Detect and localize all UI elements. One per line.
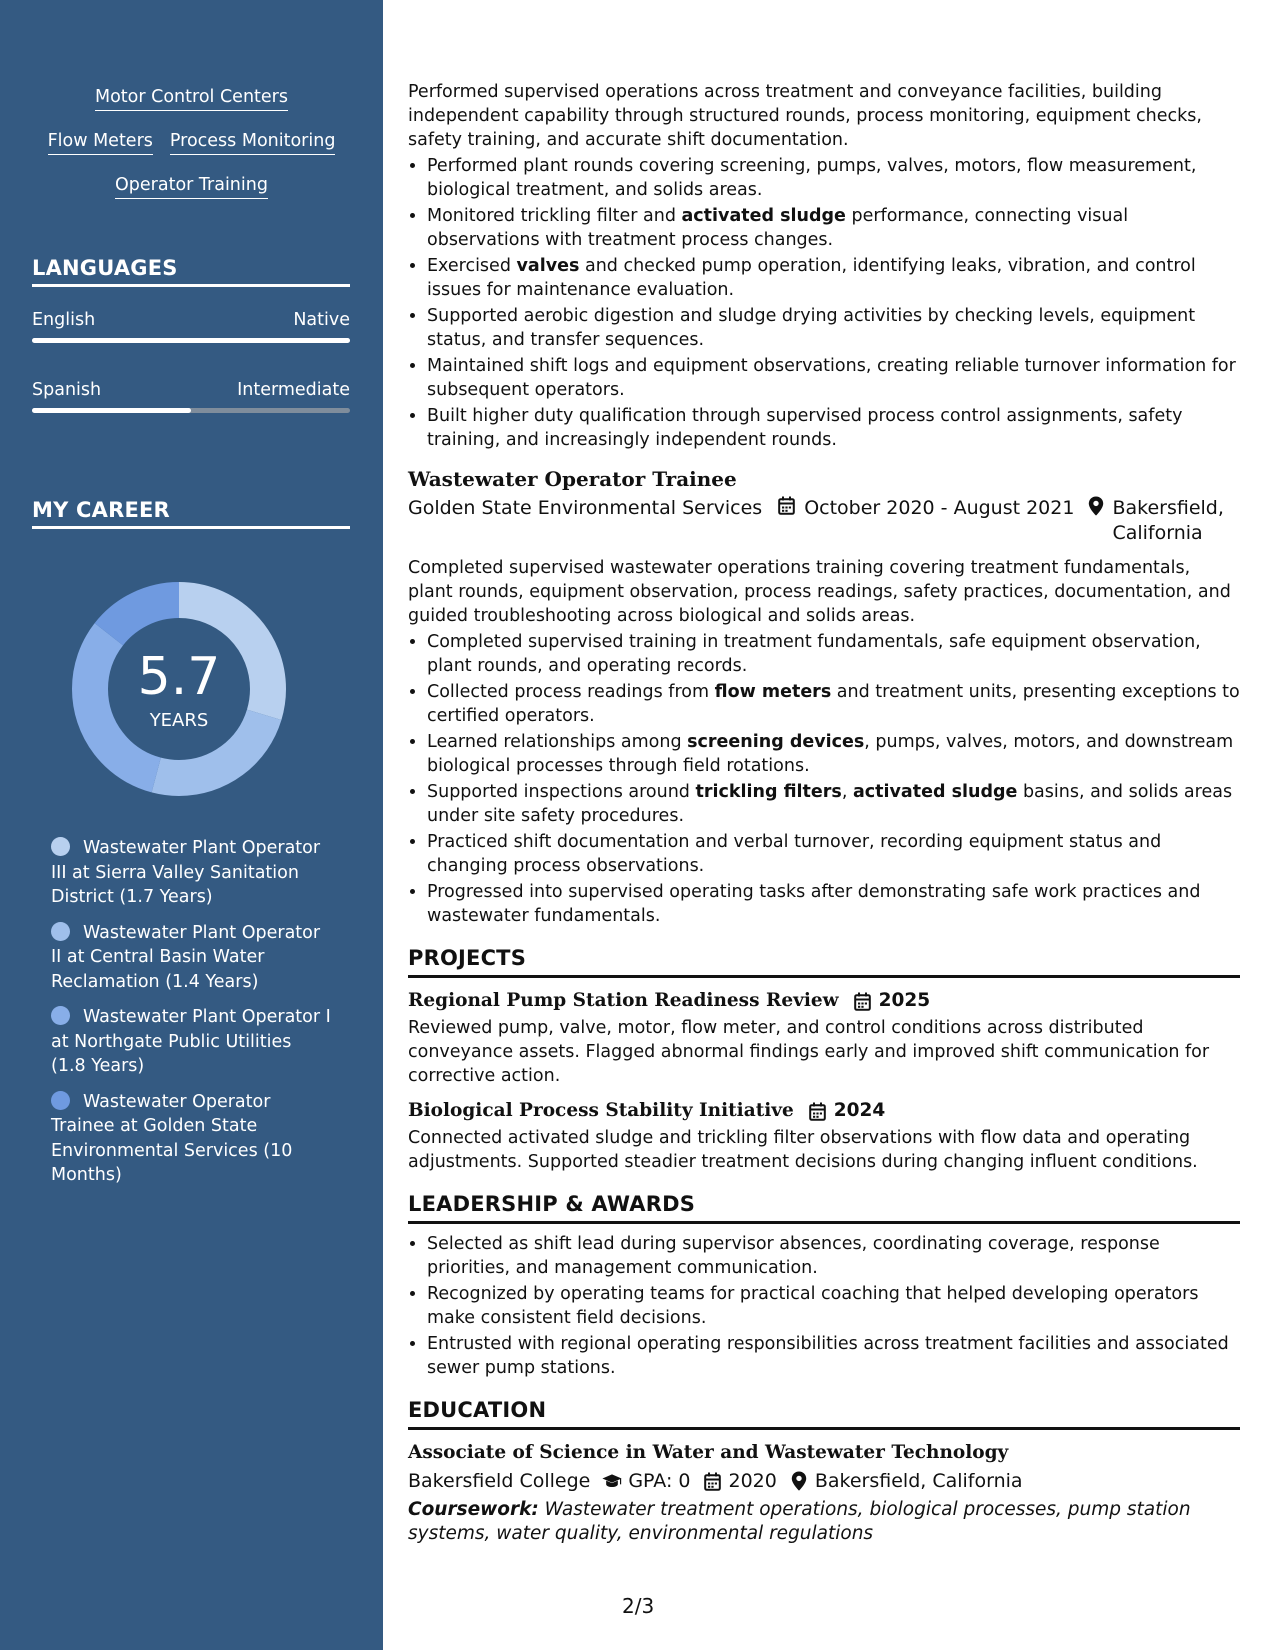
education-location-group [789,1468,1023,1494]
career-donut-chart [65,575,293,803]
career-legend-label: Wastewater Plant Operator I at Northgate Public Utilities (1.8 Years) [51,1007,331,1076]
sidebar [0,0,383,1650]
project-description: Reviewed pump, valve, motor, flow meter, and control conditions across distributed conveyance assets. Flagged abnormal findings early and improved shift communication for corrective action. [408,1018,1210,1086]
skill-tag: Operator Training [115,174,268,199]
map-pin-icon [789,1471,809,1491]
leadership-item: • Selected as shift lead during supervisor absences, coordinating coverage, response priorities, and management communication. [427,1232,1240,1280]
project-year: 2024 [833,1100,886,1121]
legend-dot-icon [51,922,70,941]
legend-dot-icon [51,1091,70,1110]
bullet-item: • Progressed into supervised operating tasks after demonstrating safe work practices and wastewater fundamentals. [427,880,1240,928]
education-year: 2020 [728,1470,777,1492]
leadership-item: • Entrusted with regional operating responsibilities across treatment facilities and associated sewer pump stations. [427,1332,1240,1380]
calendar-icon [776,496,796,546]
leadership-item: • Recognized by operating teams for practical coaching that helped developing operators make consistent field decisions. [427,1282,1240,1330]
languages-heading: LANGUAGES [32,256,350,287]
career-legend-item [51,1090,331,1188]
education-coursework [408,1498,1240,1546]
project-year: 2025 [878,990,931,1011]
bullet-item: • Maintained shift logs and equipment observations, creating reliable turnover information for subsequent operators. [427,354,1240,402]
job-location: Bakersfield, California [1112,497,1224,544]
leadership-heading: LEADERSHIP & AWARDS [408,1190,1240,1224]
job-summary: Completed supervised wastewater operations training covering treatment fundamentals, plant rounds, equipment observation, process readings, safety practices, documentation, and guided troubleshooting across biological and solids areas. [408,558,1231,626]
education-heading: EDUCATION [408,1396,1240,1430]
bullet-item: • Completed supervised training in treatment fundamentals, safe equipment observation, plant rounds, and operating records. [427,630,1240,678]
bullet-item: • Monitored trickling filter and activated sludge performance, connecting visual observations with treatment process changes. [427,204,1240,252]
project-year-group [808,1098,886,1124]
skill-row [0,130,383,155]
legend-dot-icon [51,837,70,856]
job-location-group [1088,496,1228,546]
language-name: Spanish [32,380,102,400]
language-proficiency-fill [32,408,191,413]
skill-row [0,86,383,111]
career-legend-label: Wastewater Operator Trainee at Golden State Environmental Services (10 Months) [51,1091,293,1185]
calendar-icon [853,992,873,1011]
project-description: Connected activated sludge and trickling filter observations with flow data and operating adjustments. Supported steadier treatment decisions during changing influent conditions. [408,1128,1198,1172]
career-total-unit: YEARS [149,710,209,731]
skills-tags [0,86,383,218]
project-item [408,988,1240,1088]
skill-tag: Process Monitoring [170,130,336,155]
map-pin-icon [1088,496,1104,546]
skill-tag: Motor Control Centers [95,86,288,111]
page-number: 2/3 [622,1594,655,1618]
job-bullets [408,154,1240,452]
language-name: English [32,310,96,330]
coursework-text: Wastewater treatment operations, biological processes, pump station systems, water quality, environmental regulations [408,1499,1191,1544]
project-item [408,1098,1240,1174]
job-meta [408,496,1240,546]
calendar-icon [703,1472,723,1491]
job-bullets [408,630,1240,928]
career-total-value: 5.7 [137,647,221,707]
job-title: Wastewater Operator Trainee [408,467,737,491]
bullet-item: • Performed plant rounds covering screening, pumps, valves, motors, flow measurement, biological treatment, and solids areas. [427,154,1240,202]
education-location: Bakersfield, California [814,1470,1023,1492]
career-legend-item [51,921,331,995]
language-proficiency-bar [32,338,350,343]
bullet-item: • Supported inspections around trickling filters, activated sludge basins, and solids areas under site safety procedures. [427,780,1240,828]
language-proficiency-fill [32,338,350,343]
bullet-item: • Collected process readings from flow meters and treatment units, presenting exceptions to certified operators. [427,680,1240,728]
education-gpa: GPA: 0 [628,1470,691,1492]
skill-tag: Flow Meters [48,130,153,155]
language-level: Native [293,310,350,330]
coursework-label: Coursework: [408,1499,539,1520]
language-spanish [32,380,350,413]
project-title: Regional Pump Station Readiness Review [408,990,839,1011]
career-legend [51,836,331,1199]
job-company: Golden State Environmental Services [408,497,763,519]
project-title: Biological Process Stability Initiative [408,1100,794,1121]
career-legend-item [51,1005,331,1079]
leadership-bullets [408,1232,1240,1380]
bullet-item: • Supported aerobic digestion and sludge drying activities by checking levels, equipment status, and transfer sequences. [427,304,1240,352]
main-content [408,80,1240,1546]
education-school: Bakersfield College [408,1470,591,1492]
language-level: Intermediate [237,380,350,400]
bullet-item: • Learned relationships among screening devices, pumps, valves, motors, and downstream biological processes through field rotations. [427,730,1240,778]
job-dates: October 2020 - August 2021 [804,497,1075,519]
bullet-item: • Exercised valves and checked pump operation, identifying leaks, vibration, and control issues for maintenance evaluation. [427,254,1240,302]
graduation-cap-icon [602,1472,622,1490]
language-proficiency-bar [32,408,350,413]
project-year-group [853,988,931,1014]
job-summary: Performed supervised operations across treatment and conveyance facilities, building independent capability through structured rounds, process monitoring, equipment checks, safety training, and accurate shift documentation. [408,82,1202,150]
language-english [32,310,350,343]
education-gpa-group [602,1468,690,1494]
education-year-group [703,1468,777,1494]
job-dates-group [776,496,1074,546]
bullet-item: • Built higher duty qualification through supervised process control assignments, safety training, and increasingly independent rounds. [427,404,1240,452]
calendar-icon [808,1102,828,1121]
education-degree: Associate of Science in Water and Wastewater Technology [408,1442,1009,1463]
projects-heading: PROJECTS [408,944,1240,978]
career-legend-label: Wastewater Plant Operator III at Sierra Valley Sanitation District (1.7 Years) [51,838,321,907]
career-heading: MY CAREER [32,498,350,529]
skill-row [0,174,383,199]
career-legend-item [51,836,331,910]
legend-dot-icon [51,1006,70,1025]
education-meta [408,1468,1240,1494]
career-legend-label: Wastewater Plant Operator II at Central Basin Water Reclamation (1.4 Years) [51,922,321,992]
bullet-item: • Practiced shift documentation and verbal turnover, recording equipment status and changing process observations. [427,830,1240,878]
